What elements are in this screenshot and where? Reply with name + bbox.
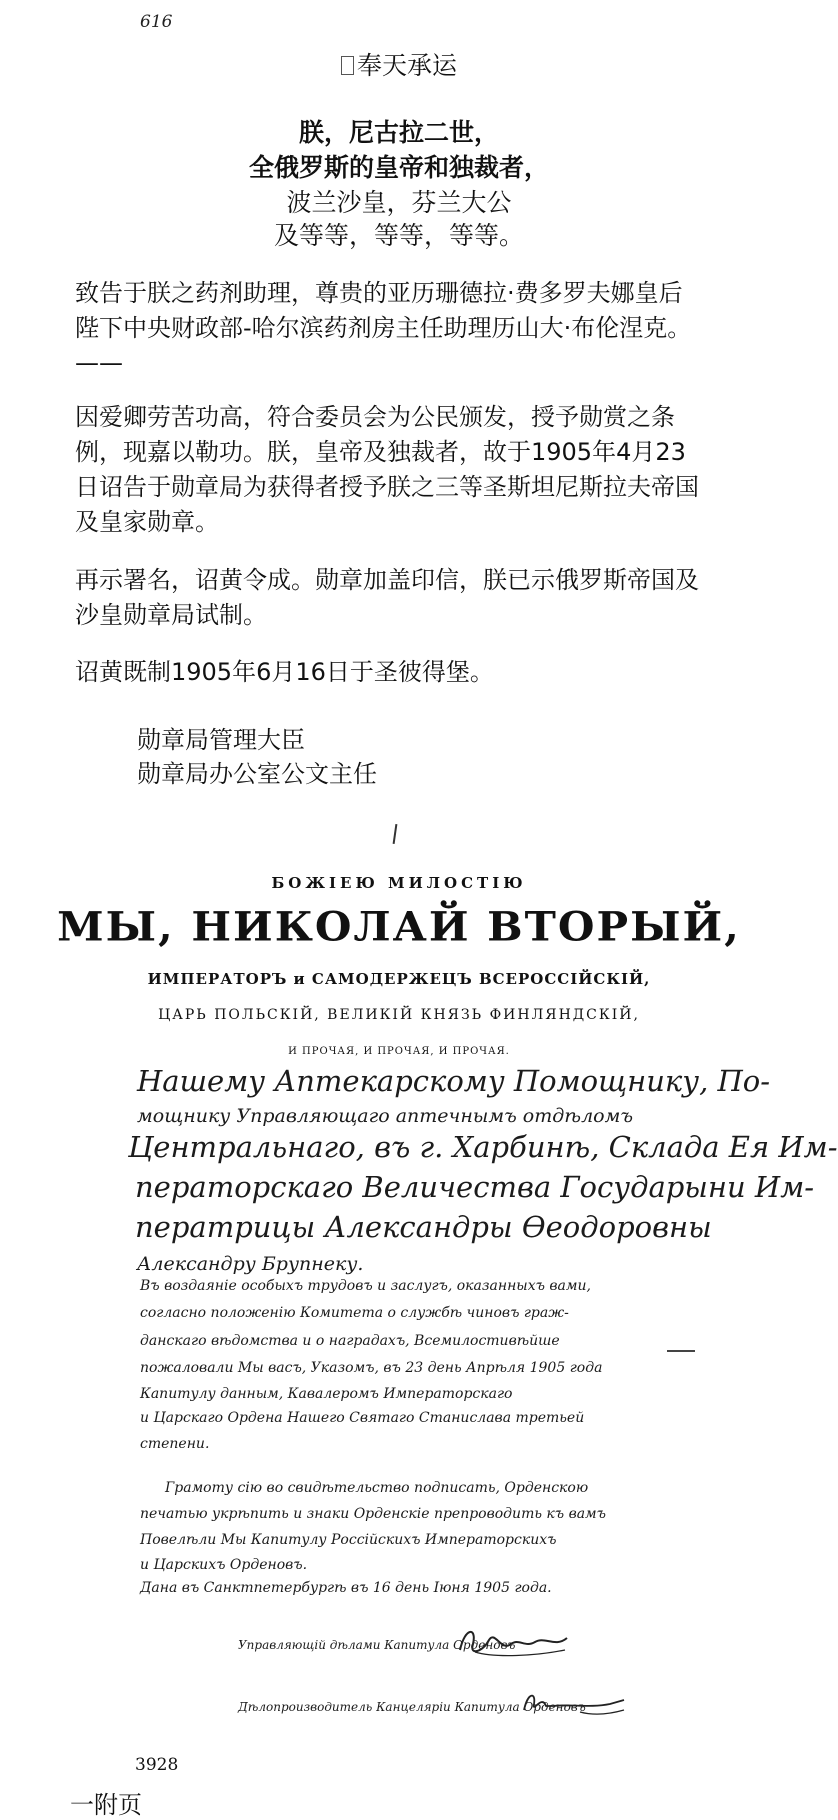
ru-script-line-5: ператрицы Александры Ѳеодоровны (135, 1210, 712, 1244)
page-number-top: 616 (140, 12, 173, 32)
paragraph-1: 致告于朕之药剂助理，尊贵的亚历珊德拉·费多罗夫娜皇后陛下中央财政部-哈尔滨药剂房主任助理历山大·布伦涅克。—— (75, 279, 692, 377)
heading-line-1: 朕，尼古拉二世， (298, 118, 499, 147)
ru-print-line-3: данскаго вѣдомства и о наградахъ, Всемилостивѣйше (140, 1333, 560, 1349)
signatory-1: 勋章局管理大臣 (137, 726, 305, 754)
signatory-2: 勋章局办公室公文主任 (137, 760, 377, 788)
ru-print2-line-3: Повелѣли Мы Капитулу Россійскихъ Императорскихъ (140, 1532, 557, 1548)
paragraph-3: 再示署名，诏黄令成。勋章加盖印信，朕已示俄罗斯帝国及沙皇勋章局试制。 (75, 566, 699, 629)
ru-script-line-2: мощнику Управляющаго аптечнымъ отдѣломъ (137, 1105, 634, 1127)
ru-script-line-4: ператорскаго Величества Государыни Им- (135, 1170, 815, 1204)
tick-mark (393, 824, 398, 844)
paragraph-4: 诏黄既制1905年6月16日于圣彼得堡。 (75, 658, 494, 686)
heading-text-0: 奉天承运 (356, 51, 457, 80)
ru-print-line-1: Въ воздаяніе особыхъ трудовъ и заслугъ, оказанныхъ вами, (140, 1278, 591, 1294)
ru-print2-line-4: и Царскихъ Орденовъ. (140, 1557, 308, 1573)
bottom-cut-text: 一附页 (70, 1791, 142, 1819)
ru-print-line-4: пожаловали Мы васъ, Указомъ, въ 23 день Апрѣля 1905 года (140, 1360, 603, 1376)
box-icon (341, 56, 354, 75)
ru-signature-line-1: Управляющій дѣлами Капитула Орденовъ (238, 1638, 516, 1652)
ru-print2-line-5: Дана въ Санктпетербургѣ въ 16 день Іюня 1905 года. (140, 1580, 552, 1596)
ru-print-line-5: Капитулу данным, Кавалеромъ Императорскаго (140, 1386, 513, 1402)
heading-line-2: 全俄罗斯的皇帝和独裁者， (248, 153, 549, 182)
ru-header-4: ЦАРЬ ПОЛЬСКІЙ, ВЕЛИКІЙ КНЯЗЬ ФИНЛЯНДСКІЙ, (158, 1007, 640, 1023)
heading-line-0 (0, 48, 798, 83)
ru-print2-line-1: Грамоту сію во свидѣтельство подписать, Орденскою (165, 1480, 589, 1496)
ru-print-line-2: согласно положенію Комитета о службѣ чиновъ граж- (140, 1305, 569, 1321)
ru-print-line-6: и Царскаго Ордена Нашего Святаго Станислава третьей (140, 1410, 585, 1426)
signature-2-scribble (520, 1686, 630, 1722)
ru-script-line-3: Центральнаго, въ г. Харбинѣ, Склада Ея Им- (128, 1130, 838, 1164)
ru-header-5: И ПРОЧАЯ, И ПРОЧАЯ, И ПРОЧАЯ. (288, 1046, 510, 1057)
ru-print2-line-2: печатью укрѣпить и знаки Орденскіе препроводить къ вамъ (140, 1506, 606, 1522)
signature-1-scribble (455, 1622, 575, 1662)
ru-signature-line-2: Дѣлопроизводитель Канцеляріи Капитула Орденовъ (238, 1700, 586, 1714)
dash-mark (667, 1350, 695, 1352)
heading-line-4: 及等等，等等，等等。 (273, 221, 524, 250)
paragraph-2: 因爱卿劳苦功高，符合委员会为公民颁发，授予勋赏之条例，现嘉以勒功。朕，皇帝及独裁者，故于1905年4月23日诏告于勋章局为获得者授予朕之三等圣斯坦尼斯拉夫帝国及皇家勋章。 (75, 403, 699, 536)
ru-script-line-6: Александру Брупнеку. (137, 1253, 364, 1275)
ru-print-line-7: степени. (140, 1436, 210, 1452)
page-number-bottom: 3928 (135, 1755, 179, 1775)
heading-line-3: 波兰沙皇，芬兰大公 (286, 188, 512, 217)
ru-header-2: МЫ, НИКОЛАЙ ВТОРЫЙ, (57, 903, 741, 950)
ru-header-3: ИМПЕРАТОРЪ и САМОДЕРЖЕЦЪ ВСЕРОССІЙСКІЙ, (147, 970, 651, 988)
ru-header-1: БОЖІЕЮ МИЛОСТІЮ (271, 874, 527, 892)
ru-script-line-1: Нашему Аптекарскому Помощнику, По- (137, 1064, 771, 1098)
